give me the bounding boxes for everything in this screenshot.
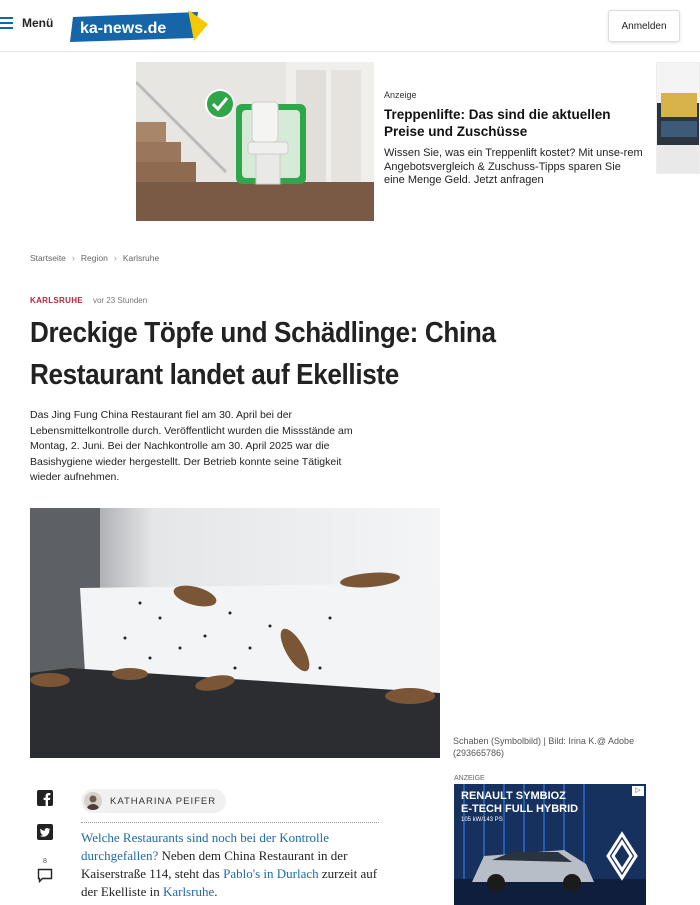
body-text-3: .	[214, 884, 218, 899]
divider	[81, 822, 379, 823]
ad-title[interactable]: Treppenlifte: Das sind die aktuellen Preise und Zuschüsse	[384, 107, 611, 139]
breadcrumb-item-karlsruhe[interactable]: Karlsruhe	[122, 253, 160, 263]
ad2-line3: 105 kW/143 PS	[461, 817, 503, 823]
ad2-line2: E-TECH FULL HYBRID	[461, 803, 579, 815]
chevron-right-icon: ›	[71, 253, 75, 263]
hamburger-icon	[0, 17, 13, 29]
avatar	[84, 792, 102, 810]
comment-count: 8	[43, 858, 47, 865]
ad-info-icon[interactable]: ▷	[632, 786, 644, 796]
ad2-label: ANZEIGE	[454, 775, 485, 782]
renault-ad[interactable]	[454, 784, 646, 905]
body-text-2: zurzeit auf der Ekelliste in	[81, 866, 378, 899]
menu-label: Menü	[22, 16, 54, 30]
twitter-icon[interactable]	[37, 824, 53, 840]
site-logo[interactable]	[70, 8, 210, 44]
image-caption: Schaben (Symbolbild) | Bild: Irina K.@ Adobe (293665786)	[453, 736, 635, 758]
comment-icon[interactable]	[37, 867, 53, 883]
article-meta	[30, 296, 147, 305]
breadcrumb-item-region[interactable]: Region	[80, 253, 108, 263]
menu-button[interactable]	[0, 16, 53, 30]
side-ad-banner[interactable]	[656, 62, 700, 174]
ad-image	[136, 62, 374, 221]
article-lead: Das Jing Fung China Restaurant fiel am 30. April bei der Lebensmittelkontrolle durch. Veröffentlicht wurden die Missstände am Montag, 2. Juni. Bei der Nachkontrolle am 30. April 2025 war die Basishygiene wieder hergestellt. Der Betrieb konnte seine Tätigkeit wieder aufnehmen.	[30, 409, 353, 483]
article-headline: Dreckige Töpfe und Schädlinge: China Restaurant landet auf Ekelliste	[30, 317, 496, 391]
author-name: KATHARINA PEIFER	[110, 795, 217, 807]
site-header	[0, 0, 700, 52]
body-link-pablos[interactable]: Pablo's in Durlach	[223, 866, 319, 881]
article-body	[81, 829, 381, 901]
facebook-icon[interactable]	[37, 790, 53, 806]
ad-label: Anzeige	[384, 90, 417, 100]
body-link-karlsruhe[interactable]: Karlsruhe	[162, 884, 215, 899]
body-link-restaurants[interactable]: Welche Restaurants sind noch bei der Kontrolle durchgefallen?	[81, 830, 330, 863]
publish-time: vor 23 Stunden	[92, 296, 148, 305]
body-text-1: Neben dem China Restaurant in der Kaiserstraße 114, steht das	[81, 848, 348, 881]
author-chip[interactable]	[81, 789, 226, 813]
breadcrumb-item-startseite[interactable]: Startseite	[30, 253, 66, 263]
article-hero-image[interactable]	[30, 508, 440, 758]
login-button[interactable]: Anmelden	[608, 10, 680, 42]
stairlift-ad[interactable]	[136, 62, 646, 222]
ad-description: Wissen Sie, was ein Treppenlift kostet? Mit unse-rem Angebotsvergleich & Zuschuss-Tipps sparen Sie eine Menge Geld. Jetzt anfragen	[384, 147, 643, 186]
breadcrumb	[30, 253, 159, 263]
ad2-line1: RENAULT SYMBIOZ	[461, 790, 566, 802]
category-link[interactable]: KARLSRUHE	[30, 296, 83, 305]
logo-text: ka-news.de	[80, 20, 167, 37]
chevron-right-icon: ›	[113, 253, 117, 263]
social-share-bar	[37, 790, 57, 901]
